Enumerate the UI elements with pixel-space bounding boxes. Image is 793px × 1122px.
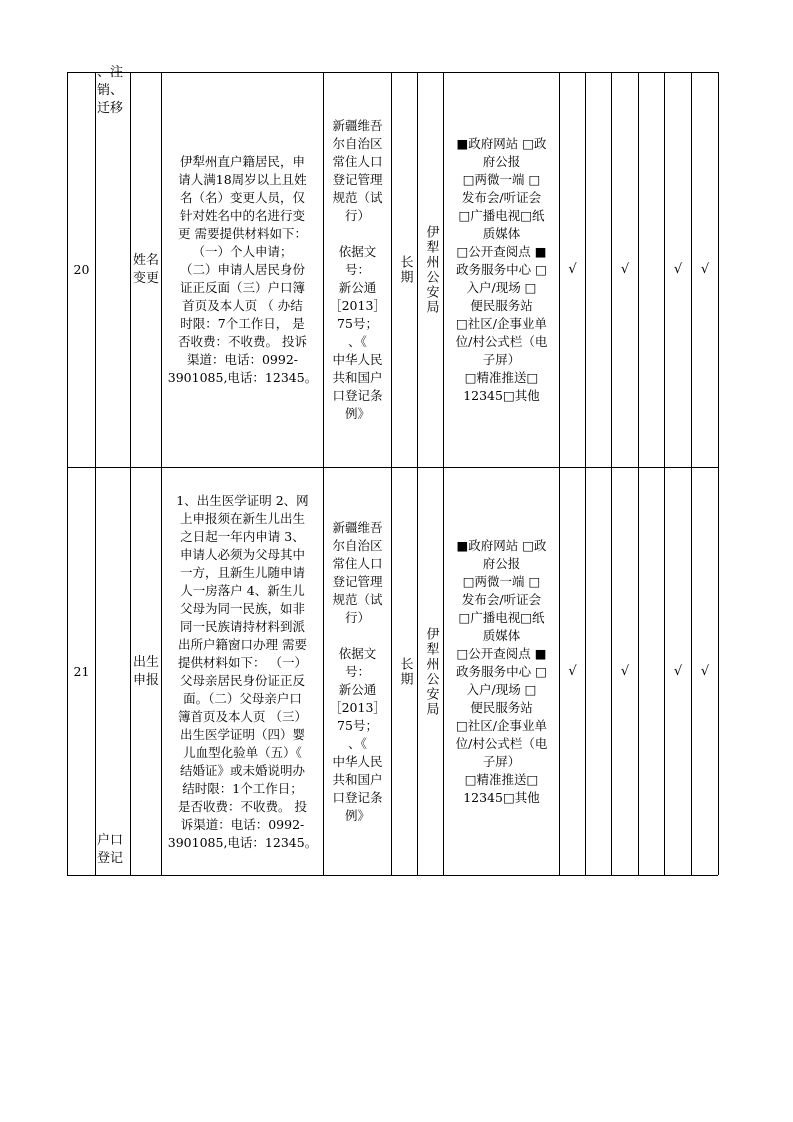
check-mark: √ [700, 663, 710, 679]
check-mark: √ [700, 262, 710, 277]
publish-channels: ■政府网站 □政 府公报 □两微一端 □ 发布会/听证会 □广播电视□纸 质媒体 □公开查阅点 ■ 政务服务中心 □ 入户/现场 □ 便民服务站 □社区/企事业单 位/村公式栏（电 子屏） □精准推送□ 12345□其他 [455, 136, 548, 403]
publish-channels: ■政府网站 □政 府公报 □两微一端 □ 发布会/听证会 □广播电视□纸 质媒体 □公开查阅点 ■ 政务服务中心 □ 入户/现场 □ 便民服务站 □社区/企事业单 位/村公式栏（电 子屏） □精准推送□ 12345□其他 [455, 537, 548, 805]
check-mark: √ [568, 262, 577, 277]
row-number: 21 [73, 663, 90, 679]
check-mark: √ [620, 663, 630, 679]
row-number: 20 [73, 262, 90, 277]
check-mark: √ [620, 262, 630, 277]
check-mark: √ [673, 663, 683, 679]
item-description: 1、出生医学证明 2、网 上申报须在新生儿出生 之日起一年内申请 3、 申请人必须为父母其中 一方，且新生儿随申请 人一房落户 4、新生儿 父母为同一民族，如非 同一民族请持材料到派 出所户籍窗口办理 需要 提供材料如下： （一） 父母亲居民身份证正反 面。（二）父母亲户口 簿首页及本人页 （三） 出生医学证明（四）婴 儿血型化验单（五）《 结婚证》或未婚说明办 结时限：1个工作日； 是否收费：不收费。 投 诉渠道：电话：0992- 3901085,电话：12345。 [167, 492, 318, 850]
col-border [95, 72, 96, 875]
agency-cell [418, 73, 443, 467]
agency: 伊犁州公安局 [423, 225, 439, 315]
item-name: 出生 申报 [132, 654, 159, 688]
category-fragment-bottom [96, 828, 130, 875]
period: 长期 [397, 656, 413, 687]
check-mark: √ [568, 663, 577, 679]
agency-cell [418, 468, 443, 875]
legal-basis: 新疆维吾 尔自治区 常住人口 登记管理 规范（试 行） 依据文 号： 新公通 ［2013］ 75号； 、《 中华人民 共和国户 口登记条 例》 [329, 118, 386, 421]
check-mark: √ [673, 262, 683, 277]
period: 长期 [397, 255, 413, 285]
col-border [718, 72, 719, 875]
category-fragment-top [96, 60, 130, 120]
item-name: 姓名 变更 [132, 253, 159, 286]
period-cell [392, 468, 417, 875]
table-bottom-border [67, 875, 718, 876]
check-mark [586, 73, 611, 467]
category-continuation: 、注 销、 迁移 [97, 65, 124, 116]
check-mark [586, 468, 611, 875]
agency: 伊犁州公安局 [423, 626, 439, 717]
check-mark [639, 73, 664, 467]
category-label: 户口 登记 [97, 833, 124, 866]
check-mark [639, 468, 664, 875]
legal-basis: 新疆维吾 尔自治区 常住人口 登记管理 规范（试 行） 依据文 号： 新公通 ［2013］ 75号； 、《 中华人民 共和国户 口登记条 例》 [329, 519, 386, 823]
item-description: 伊犁州直户籍居民，申 请人满18周岁以上且姓 名（名）变更人员，仅 针对姓名中的名进行变 更 需要提供材料如下： （一）个人申请； （二）申请人居民身份 证正反面（三）户口簿 首页及本人页 （ 办结 时限：7个工作日， 是 否收费：不收费。 投诉 渠道：电话：0992- 3901085,电话：12345。 [167, 154, 318, 385]
period-cell [392, 73, 417, 467]
